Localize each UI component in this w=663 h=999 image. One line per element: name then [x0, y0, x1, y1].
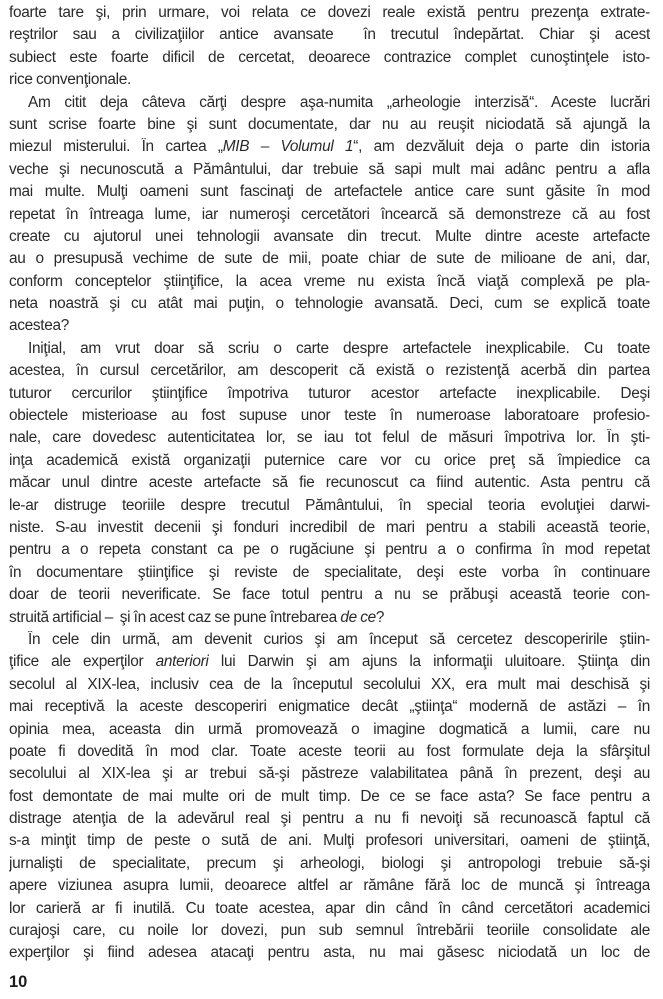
text-line: [9, 250, 650, 272]
text-segment: fost demontate de mai multe ori de mult timp. De ce se face asta? Se face pentru a: [9, 787, 650, 805]
text-line: [9, 698, 650, 720]
text-segment: s-a minţit timp de peste o sută de ani. Mulţi profesori universitari, oameni de ştiinţă,: [9, 832, 650, 850]
text-line: [9, 161, 650, 183]
text-line: [9, 653, 650, 675]
text-line: [9, 116, 650, 138]
text-line: [9, 810, 650, 832]
text-line: [9, 385, 650, 407]
text-line: [9, 26, 650, 48]
text-line: [9, 743, 650, 765]
page-text: [9, 4, 650, 967]
text-segment: reştrilor sau a civilizaţiilor antice avansate în trecutul îndepărtat. Chiar şi acest: [9, 26, 650, 44]
italic-text-segment: de ce: [340, 608, 376, 626]
page-number: 10: [9, 972, 28, 991]
text-segment: au o presupusă vechime de sute de mii, poate chiar de sute de milioane de ani, dar,: [9, 250, 650, 268]
text-segment: mai multe. Mulţi oameni sunt fascinaţi de artefactele antice care sunt găsite în mod: [9, 183, 650, 201]
italic-text-segment: MIB – Volumul 1: [222, 138, 354, 156]
text-segment: Am citit deja câteva cărţi despre aşa-numita „arheologie interzisă“. Aceste lucrări: [28, 93, 650, 111]
text-segment: niste. S-au investit decenii şi fonduri incredibil de mari pentru a stabili această teorie,: [9, 518, 650, 536]
text-line: [9, 49, 650, 71]
text-line: [9, 497, 650, 519]
text-segment: Iniţial, am vrut doar să scriu o carte despre artefactele inexplicabile. Cu toate: [28, 339, 650, 357]
text-line: [9, 765, 650, 787]
text-segment: lui Darwin şi am ajuns la informaţii uluitoare. Ştiinţa din: [208, 653, 650, 671]
text-line: [9, 519, 650, 541]
text-line: [9, 564, 650, 586]
text-segment: subiect este foarte dificil de cercetat, deoarece contrazice complet cunoştinţele isto-: [9, 48, 650, 66]
text-line: [9, 317, 650, 339]
text-segment: secolului al XIX-lea şi ar trebui să-şi păstreze valabilitatea până în prezent, deşi au: [9, 765, 650, 783]
text-line: [9, 362, 650, 384]
text-line: [9, 877, 650, 899]
text-segment: obiectele misterioase au fost supuse unor teste în numeroase laboratoare profesio-: [9, 407, 650, 425]
text-segment: În cele din urmă, am devenit curios şi am început să cercetez descoperirile ştiin-: [28, 630, 650, 648]
text-segment: sunt scrise foarte bine şi sunt documentate, dar nu au reuşit niciodată să ajungă la: [9, 115, 650, 133]
text-segment: doar de teorii neverificate. Se face totul pentru a nu se prăbuşi această teorie con-: [9, 586, 650, 604]
text-line: [9, 586, 650, 608]
text-segment: mai receptivă la aceste descoperiri enigmatice decât „ştiinţa“ modernă de astăzi – în: [9, 698, 650, 716]
text-segment: curajoşi care, cu noile lor dovezi, pun sub semnul întrebării teoriile consolidate ale: [9, 922, 650, 940]
text-segment: veche şi necunoscută a Pământului, dar trebuie să sapi mult mai adânc pentru a afla: [9, 160, 650, 178]
text-segment: în documentare ştiinţifice şi reviste de specialitate, deşi este vorba în continuare: [9, 563, 650, 581]
text-segment: jurnalişti de specialitate, precum şi arheologi, biologi şi antropologi trebuie să-şi: [9, 854, 650, 872]
text-segment: foarte tare şi, prin urmare, voi relata ce dovezi reale există pentru prezenţa extrate-: [9, 4, 650, 21]
text-segment: apere viziunea asupra lumii, deoarece altfel ar rămâne fără loc de muncă şi întreaga: [9, 877, 650, 895]
text-segment: create cu ajutorul unei tehnologii avansate din trecut. Multe dintre aceste artefacte: [9, 227, 650, 245]
text-line: [9, 855, 650, 877]
text-line: [9, 721, 650, 743]
text-segment: experţilor şi fiind adesea atacaţi pentru asta, nu mai găsesc niciodată un loc de: [9, 944, 650, 962]
text-segment: lor carieră ar fi inutilă. Cu toate acestea, apar din când în când cercetători academici: [9, 899, 650, 917]
text-line: [9, 71, 650, 93]
text-segment: miezul misterului. În cartea „: [9, 138, 223, 156]
text-line: [9, 788, 650, 810]
text-segment: acestea?: [9, 317, 70, 335]
text-line: [9, 676, 650, 698]
text-line: [9, 183, 650, 205]
text-segment: neta noastră şi cu atât mai puţin, o tehnologie avansată. Deci, cum se explică toate: [9, 295, 650, 313]
text-line: [9, 631, 650, 653]
text-line: [9, 206, 650, 228]
text-segment: inţa academică există organizaţii puternice care vor cu orice preţ să împiedice ca: [9, 451, 650, 469]
text-segment: măcar unul dintre aceste artefacte să fie recunoscut ca fiind autentic. Asta pentru că: [9, 474, 650, 492]
text-line: [9, 452, 650, 474]
text-segment: tuturor cercurilor ştiinţifice împotriva tuturor acestor artefacte inexplicabile. Deşi: [9, 384, 650, 402]
text-line: [9, 273, 650, 295]
text-segment: ţifice ale experţilor: [9, 653, 156, 671]
text-line: [9, 295, 650, 317]
text-segment: conform conceptelor ştiinţifice, la acea vreme nu exista încă viaţă complexă pe pla-: [9, 272, 650, 290]
text-line: [9, 94, 650, 116]
italic-text-segment: anteriori: [155, 653, 209, 671]
text-segment: distrage atenţia de la adevărul real şi pentru a nu fi nevoiţi să recunoască faptul că: [9, 810, 650, 828]
text-segment: ?: [375, 608, 385, 626]
text-segment: repetat în întreaga lume, iar numeroşi cercetători încearcă să demonstreze că au fost: [9, 205, 650, 223]
text-segment: pentru a o repeta constant ca pe o rugăciune şi pentru a o confirma în mod repetat: [9, 541, 650, 559]
text-line: [9, 944, 650, 966]
text-line: [9, 832, 650, 854]
text-segment: opinia mea, aceasta din urmă promovează o imagine dogmatică a lumii, care nu: [9, 720, 650, 738]
text-segment: poate fi dovedită în mod clar. Toate aceste teorii au fost formulate deja la sfârşitul: [9, 742, 650, 760]
text-line: [9, 609, 650, 631]
text-segment: rice convenţionale.: [9, 71, 132, 89]
text-segment: le-ar distruge teoriile despre trecutul Pământului, în special teoria evoluţiei darwi-: [9, 496, 650, 514]
text-segment: secolul al XIX-lea, inclusiv cea de la începutul secolului XX, era mult mai deschisă şi: [9, 675, 650, 693]
text-line: [9, 138, 650, 160]
text-segment: struită artificial – şi în acest caz se pune întrebarea: [9, 608, 341, 626]
text-segment: “, am dezvăluit deja o parte din istoria: [353, 138, 650, 156]
text-line: [9, 922, 650, 944]
text-line: [9, 340, 650, 362]
text-line: [9, 541, 650, 563]
text-line: [9, 474, 650, 496]
text-line: [9, 4, 650, 26]
text-line: [9, 900, 650, 922]
text-segment: acestea, în cursul cercetărilor, am descoperit că există o rezistenţă acerbă din partea: [9, 362, 650, 380]
text-segment: nale, care dovedesc autenticitatea lor, se iau tot felul de măsuri împotriva lor. În şti-: [9, 429, 650, 447]
text-line: [9, 429, 650, 451]
text-line: [9, 228, 650, 250]
text-line: [9, 407, 650, 429]
